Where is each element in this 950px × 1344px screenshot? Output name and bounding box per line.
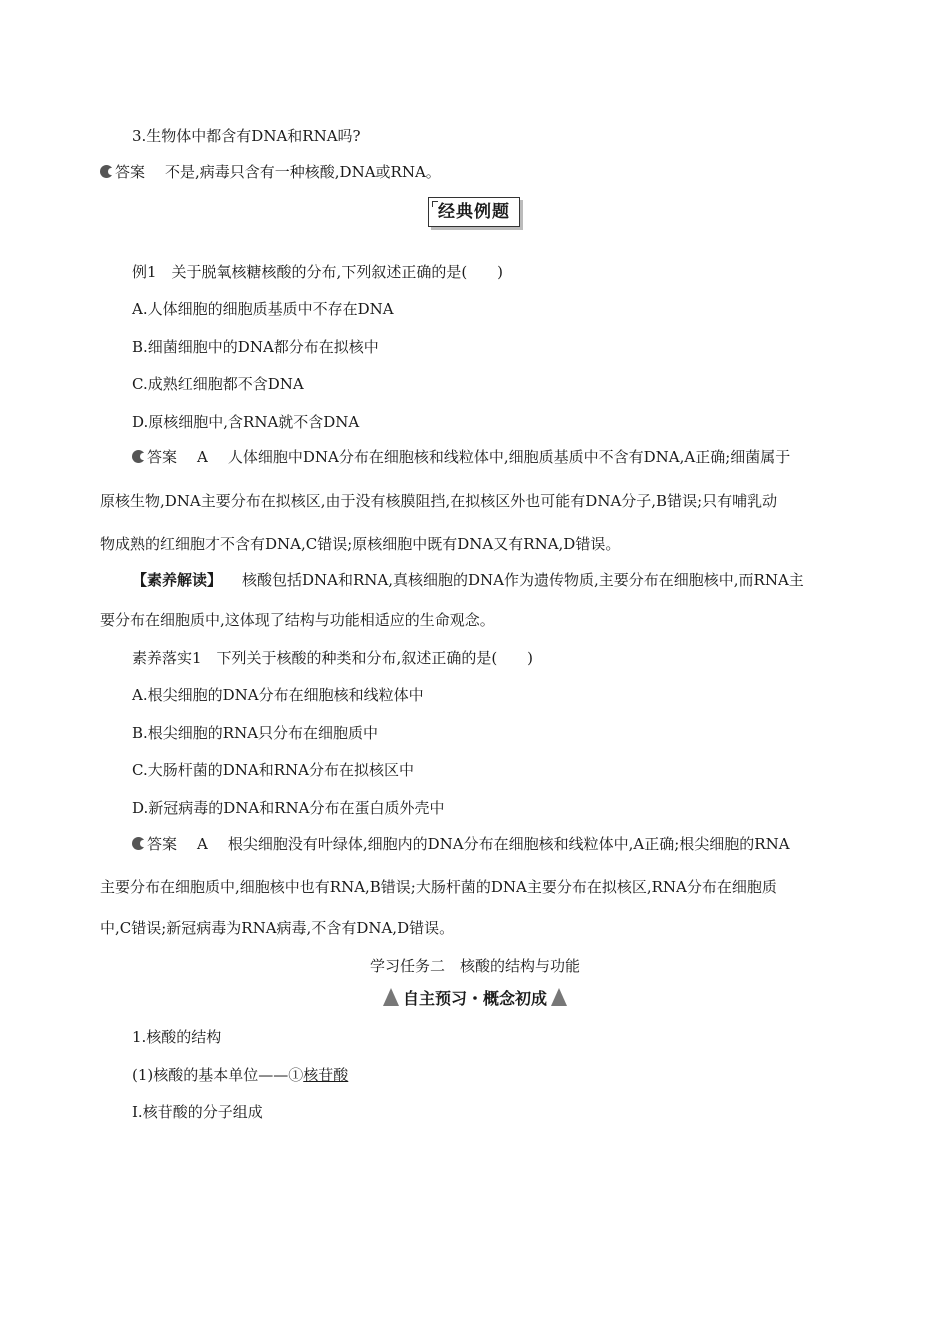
answer-choice: A [197,448,208,466]
answer-choice: A [197,835,208,853]
question-3: 3.生物体中都含有DNA和RNA吗? [132,127,361,145]
practice-1-option-a: A.根尖细胞的DNA分布在细胞核和线粒体中 [132,686,424,704]
practice-1-stem: 素养落实1 下列关于核酸的种类和分布,叙述正确的是( ) [132,649,534,667]
example-1-option-a: A.人体细胞的细胞质基质中不存在DNA [132,300,394,318]
item-1-1-prefix: (1)核酸的基本单位——① [132,1066,304,1084]
literacy-interpretation [132,570,804,590]
section-banner: 经典例题 [428,197,520,227]
answer-label: 答案 [147,835,178,853]
example-1-option-d: D.原核细胞中,含RNA就不含DNA [132,413,360,431]
preview-bar [0,988,950,1010]
preview-bar-label: 自主预习・概念初成 [402,989,547,1008]
example-1-explanation-2: 原核生物,DNA主要分布在拟核区,由于没有核膜阻挡,在拟核区外也可能有DNA分子,B错误;只有哺乳动 [100,492,778,510]
answer-label: 答案 [147,448,178,466]
literacy-label: 【素养解读】 [132,571,223,589]
answer-icon [132,837,145,850]
practice-1-explanation-3: 中,C错误;新冠病毒为RNA病毒,不含有DNA,D错误。 [100,919,455,937]
item-1: 1.核酸的结构 [132,1028,222,1046]
literacy-line: 核酸包括DNA和RNA,真核细胞的DNA作为遗传物质,主要分布在细胞核中,而RNA主 [242,571,804,589]
practice-1-explanation-2: 主要分布在细胞质中,细胞核中也有RNA,B错误;大肠杆菌的DNA主要分布在拟核区,RNA分布在细胞质 [100,878,777,896]
example-1-stem: 例1 关于脱氧核糖核酸的分布,下列叙述正确的是( ) [132,263,504,281]
task-2-title: 学习任务二 核酸的结构与功能 [369,957,580,975]
explanation-line: 人体细胞中DNA分布在细胞核和线粒体中,细胞质基质中不含有DNA,A正确;细菌属于 [227,448,791,466]
practice-1-option-d: D.新冠病毒的DNA和RNA分布在蛋白质外壳中 [132,799,445,817]
triangle-right-icon [551,988,567,1006]
literacy-line-2: 要分布在细胞质中,这体现了结构与功能相适应的生命观念。 [100,611,495,629]
item-1-1 [132,1065,348,1085]
answer-icon [100,165,113,178]
explanation-line: 根尖细胞没有叶绿体,细胞内的DNA分布在细胞核和线粒体中,A正确;根尖细胞的RNA [227,835,790,853]
example-1-answer [132,447,790,467]
practice-1-option-b: B.根尖细胞的RNA只分布在细胞质中 [132,724,379,742]
example-1-option-b: B.细菌细胞中的DNA都分布在拟核中 [132,338,379,356]
item-1-1-answer: 核苷酸 [303,1066,349,1084]
example-1-option-c: C.成熟红细胞都不含DNA [132,375,304,393]
answer-icon [132,450,145,463]
practice-1-option-c: C.大肠杆菌的DNA和RNA分布在拟核区中 [132,761,414,779]
example-1-explanation-3: 物成熟的红细胞才不含有DNA,C错误;原核细胞中既有DNA又有RNA,D错误。 [100,535,621,553]
practice-1-answer [132,834,790,854]
item-i: Ⅰ.核苷酸的分子组成 [132,1103,263,1121]
triangle-left-icon [383,988,399,1006]
answer-label: 答案 [115,163,146,181]
answer-q3 [100,162,441,182]
answer-text: 不是,病毒只含有一种核酸,DNA或RNA。 [165,163,441,181]
